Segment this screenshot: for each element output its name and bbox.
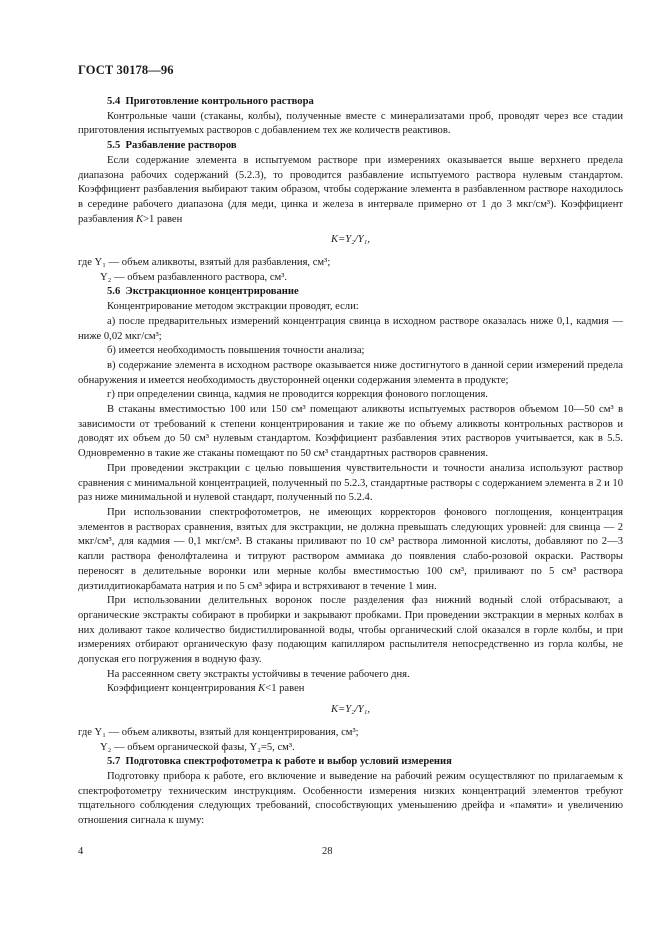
dilution-formula: K=Y₂/Y₁,: [331, 234, 370, 246]
section-5-5-heading: 5.5 Разбавление растворов: [107, 140, 237, 152]
list-item: в) содержание элемента в исходном растворе оказывается ниже достигнутого в данной серии измерений предела обнаружения и имеется необходимость двусторонней оценки содержания элемента в продукте;: [78, 359, 623, 386]
formula-legend: Y₂ — объем органической фазы, Y₂=5, см³.: [100, 741, 295, 753]
list-item: г) при определении свинца, кадмия не проводится коррекция фонового поглощения.: [107, 389, 488, 401]
paragraph: Подготовку прибора к работе, его включение и выведение на рабочий режим осуществляют по прилагаемым к спектрофотометру техническим инструкциям. Особенности измерения низких концентраций элементов требуют тщательного соблюдения следующих требований, способствующих уменьшению дрейфа и «памяти» и увеличению отношения сигнала к шуму:: [78, 770, 623, 827]
document-body: [78, 95, 623, 829]
paragraph: Концентрирование методом экстракции проводят, если:: [107, 301, 359, 313]
section-5-6-heading: 5.6 Экстракционное концентрирование: [107, 286, 299, 298]
paragraph: При проведении экстракции с целью повышения чувствительности и точности анализа используют раствор сравнения с минимальной концентрацией, полученный по 5.2.3, стандартные растворы с содержанием элемента в 2 и 10 раз ниже минимальной и нулевой стандарт, полученный по 5.2.4.: [78, 462, 623, 504]
section-5-7-heading: 5.7 Подготовка спектрофотометра к работе и выбор условий измерения: [107, 756, 452, 768]
section-5-4-heading: 5.4 Приготовление контрольного раствора: [107, 96, 314, 107]
doc-header: ГОСТ 30178—96: [78, 63, 174, 77]
list-item: б) имеется необходимость повышения точности анализа;: [107, 345, 365, 357]
formula-legend: где Y₁ — объем аликвоты, взятый для концентрирования, см³;: [78, 726, 359, 738]
paragraph: При использовании спектрофотометров, не имеющих корректоров фонового поглощения, концентрация элементов в растворах сравнения, взятых для экстракции, не должна превышать следующих уровней: для свинца — 2 мкг/см³, для кадмия — 0,1 мкг/см³. В стаканы приливают по 10 см³ раствора лимонной кислоты, добавляют по 2—3 капли раствора фенолфталеина и титруют раствором аммиака до появления слабо-розовой окраски. Растворы переносят в делительные воронки или мерные колбы вместимостью 100 см³, приливают по 5 см³ раствора диэтилдитиокарбамата натрия и по 5 см³ эфира и встряхивают в течение 1 мин.: [78, 506, 623, 592]
paragraph: Если содержание элемента в испытуемом растворе при измерениях оказывается выше верхнего предела диапазона рабочих содержаний (5.2.3), то проводится разбавление испытуемого раствора нулевым стандартом. Коэффициент разбавления выбирают таким образом, чтобы содержание элемента в разбавленном растворе находилось в середине рабочего диапазона (для меди, цинка и железа в интервале примерно от 1 до 3 мкг/см³). Коэффициент разбавления K>1 равен: [78, 154, 623, 225]
page-number-left: 4: [78, 846, 84, 857]
page-number-center: 28: [322, 846, 333, 857]
paragraph: При использовании делительных воронок после разделения фаз нижний водный слой отбрасывают, а органические экстракты собирают в пробирки и закрывают пробками. При проведении экстракции в мерных колбах в них доливают такое количество бидистиллированной воды, чтобы органический слой оказался в горле колбы, и при измерениях отбирают органическую фазу подающим капилляром распылителя непосредственно из горла колбы, не допуская его погружения в водную фазу.: [78, 595, 623, 666]
paragraph: В стаканы вместимостью 100 или 150 см³ помещают аликвоты испытуемых растворов объемом 10—50 см³ в зависимости от требований к степени концентрирования и такие же по объему аликвоты контрольных растворов и доводят их объем до 50 см³ нулевым стандартом. Коэффициент разбавления этих растворов учитывается, как в 5.5. Одновременно в такие же стаканы помещают по 50 см³ стандартных растворов сравнения.: [78, 404, 623, 460]
paragraph: Коэффициент концентрирования K<1 равен: [107, 683, 305, 695]
paragraph: Контрольные чаши (стаканы, колбы), полученные вместе с минерализатами проб, проводят через все стадии приготовления испытуемых растворов с добавлением тех же количеств реактивов.: [78, 110, 623, 137]
formula-legend: где Y₁ — объем аликвоты, взятый для разбавления, см³;: [78, 257, 331, 269]
paragraph: На рассеянном свету экстракты устойчивы в течение рабочего дня.: [107, 668, 410, 680]
formula-legend: Y₂ — объем разбавленного раствора, см³.: [100, 271, 288, 283]
list-item: а) после предварительных измерений концентрация свинца в исходном растворе оказалась ниже 0,1, кадмия — ниже 0,02 мкг/см³;: [78, 315, 623, 342]
concentration-formula: K=Y₂/Y₁,: [331, 704, 370, 716]
